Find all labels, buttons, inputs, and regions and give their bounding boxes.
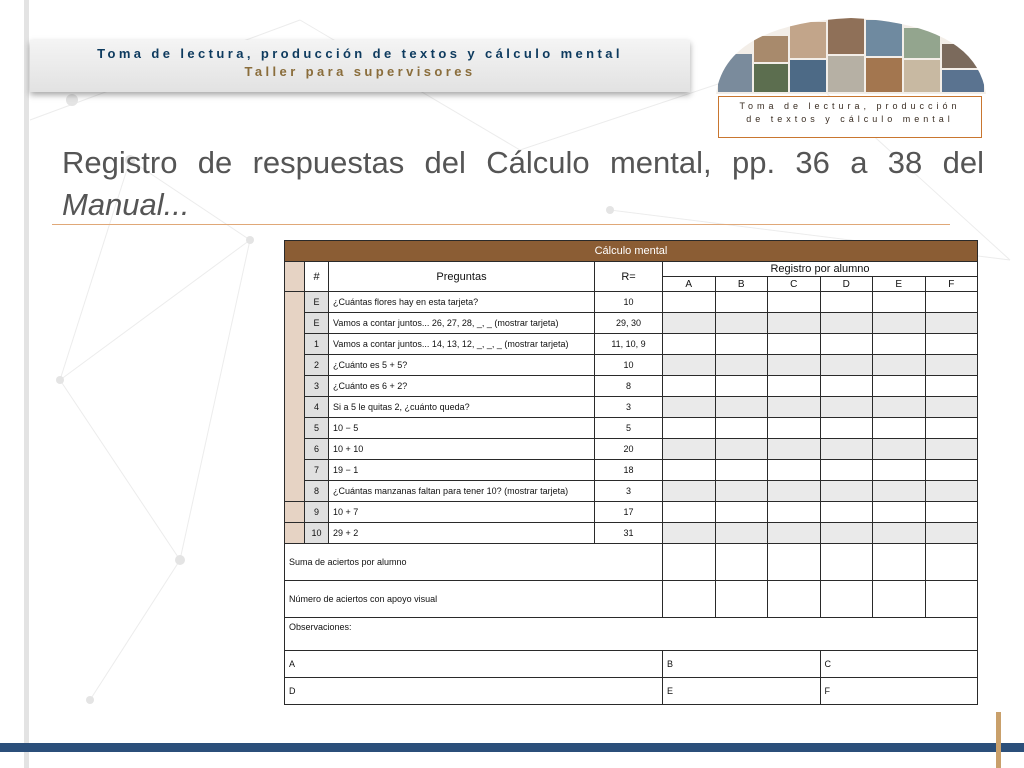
student-record-cell[interactable] <box>873 334 926 355</box>
student-record-cell[interactable] <box>768 313 821 334</box>
question-text: Vamos a contar juntos... 14, 13, 12, _, _, _ (mostrar tarjeta) <box>329 334 595 355</box>
student-record-cell[interactable] <box>925 439 978 460</box>
question-number: 5 <box>305 418 329 439</box>
student-col-header: C <box>768 277 821 292</box>
question-text: Vamos a contar juntos... 26, 27, 28, _, _ (mostrar tarjeta) <box>329 313 595 334</box>
visual-support-row <box>285 581 978 618</box>
student-record-cell[interactable] <box>715 313 768 334</box>
program-logo <box>716 14 986 128</box>
student-record-cell[interactable] <box>663 418 716 439</box>
student-record-cell[interactable] <box>663 523 716 544</box>
mental-calc-table <box>284 240 978 705</box>
sum-row-label: Suma de aciertos por alumno <box>285 544 663 581</box>
student-record-cell[interactable] <box>768 481 821 502</box>
student-record-cell[interactable] <box>820 376 873 397</box>
table-row <box>285 334 978 355</box>
expected-answer: 17 <box>595 502 663 523</box>
student-record-cell[interactable] <box>768 523 821 544</box>
expected-answer: 10 <box>595 292 663 313</box>
question-text: Si a 5 le quitas 2, ¿cuánto queda? <box>329 397 595 418</box>
student-record-cell[interactable] <box>715 376 768 397</box>
question-text: 10 + 7 <box>329 502 595 523</box>
grade-header-cell <box>285 262 305 292</box>
header-subtitle: Taller para supervisores <box>244 64 476 79</box>
expected-answer: 3 <box>595 397 663 418</box>
sum-row <box>285 544 978 581</box>
student-record-cell[interactable] <box>873 523 926 544</box>
student-total-cell[interactable] <box>873 581 926 618</box>
student-record-cell[interactable] <box>820 439 873 460</box>
expected-answer: 10 <box>595 355 663 376</box>
question-text: 19 − 1 <box>329 460 595 481</box>
student-total-cell[interactable] <box>820 544 873 581</box>
student-record-cell[interactable] <box>663 481 716 502</box>
student-record-cell[interactable] <box>925 418 978 439</box>
student-total-cell[interactable] <box>925 544 978 581</box>
table-row <box>285 355 978 376</box>
table-row <box>285 502 978 523</box>
student-col-header: B <box>715 277 768 292</box>
student-record-cell[interactable] <box>663 397 716 418</box>
expected-answer: 11, 10, 9 <box>595 334 663 355</box>
grade-label-cell <box>285 292 305 502</box>
student-total-cell[interactable] <box>925 581 978 618</box>
observation-cell[interactable]: F <box>820 678 978 705</box>
student-total-cell[interactable] <box>873 544 926 581</box>
student-record-cell[interactable] <box>820 481 873 502</box>
student-record-cell[interactable] <box>873 313 926 334</box>
student-record-cell[interactable] <box>820 334 873 355</box>
student-record-cell[interactable] <box>663 292 716 313</box>
expected-answer: 18 <box>595 460 663 481</box>
student-total-cell[interactable] <box>663 581 716 618</box>
student-record-cell[interactable] <box>663 334 716 355</box>
student-record-cell[interactable] <box>715 355 768 376</box>
header-title: Toma de lectura, producción de textos y cálculo mental <box>97 46 623 61</box>
student-record-cell[interactable] <box>873 460 926 481</box>
student-record-cell[interactable] <box>873 355 926 376</box>
visual-support-row-label: Número de aciertos con apoyo visual <box>285 581 663 618</box>
student-record-cell[interactable] <box>663 439 716 460</box>
student-record-cell[interactable] <box>820 460 873 481</box>
table-row <box>285 418 978 439</box>
student-record-cell[interactable] <box>873 502 926 523</box>
student-record-cell[interactable] <box>925 313 978 334</box>
student-record-cell[interactable] <box>873 397 926 418</box>
student-record-cell[interactable] <box>925 334 978 355</box>
table-row <box>285 523 978 544</box>
observation-cell[interactable]: B <box>663 651 821 678</box>
question-number: 2 <box>305 355 329 376</box>
left-accent-rule <box>24 0 29 768</box>
student-record-cell[interactable] <box>873 292 926 313</box>
table-row <box>285 397 978 418</box>
observation-grid-row <box>285 678 978 705</box>
student-total-cell[interactable] <box>768 544 821 581</box>
student-total-cell[interactable] <box>663 544 716 581</box>
student-record-cell[interactable] <box>715 292 768 313</box>
student-record-cell[interactable] <box>925 523 978 544</box>
expected-answer: 5 <box>595 418 663 439</box>
student-record-cell[interactable] <box>663 376 716 397</box>
observation-cell[interactable]: A <box>285 651 663 678</box>
question-number: 3 <box>305 376 329 397</box>
question-text: ¿Cuántas flores hay en esta tarjeta? <box>329 292 595 313</box>
question-number: 1 <box>305 334 329 355</box>
student-record-cell[interactable] <box>768 502 821 523</box>
student-record-cell[interactable] <box>663 502 716 523</box>
student-record-cell[interactable] <box>820 418 873 439</box>
student-record-cell[interactable] <box>873 376 926 397</box>
question-text: ¿Cuánto es 5 + 5? <box>329 355 595 376</box>
table-row <box>285 439 978 460</box>
question-number: 6 <box>305 439 329 460</box>
student-total-cell[interactable] <box>820 581 873 618</box>
observation-cell[interactable]: D <box>285 678 663 705</box>
observation-grid-row <box>285 651 978 678</box>
student-record-cell[interactable] <box>768 292 821 313</box>
table-row <box>285 313 978 334</box>
footer-bar <box>0 743 1024 752</box>
student-record-cell[interactable] <box>663 313 716 334</box>
side-cell <box>285 523 305 544</box>
student-record-cell[interactable] <box>663 460 716 481</box>
slide-title: Registro de respuestas del Cálculo mental, pp. 36 a 38 del Manual... <box>62 145 984 222</box>
observation-cell[interactable]: C <box>820 651 978 678</box>
student-record-cell[interactable] <box>715 481 768 502</box>
student-record-cell[interactable] <box>873 481 926 502</box>
observation-cell[interactable]: E <box>663 678 821 705</box>
question-number: 8 <box>305 481 329 502</box>
student-record-cell[interactable] <box>663 355 716 376</box>
student-record-cell[interactable] <box>925 397 978 418</box>
question-number: E <box>305 292 329 313</box>
observations-label: Observaciones: <box>285 618 978 651</box>
side-cell <box>285 502 305 523</box>
col-questions-header: Preguntas <box>329 262 595 292</box>
student-record-cell[interactable] <box>715 334 768 355</box>
student-record-cell[interactable] <box>925 502 978 523</box>
table-title: Cálculo mental <box>285 241 978 262</box>
question-number: 10 <box>305 523 329 544</box>
student-col-header: E <box>873 277 926 292</box>
question-text: ¿Cuánto es 6 + 2? <box>329 376 595 397</box>
record-table <box>284 240 978 705</box>
student-record-cell[interactable] <box>768 418 821 439</box>
student-record-cell[interactable] <box>768 439 821 460</box>
student-record-cell[interactable] <box>715 502 768 523</box>
student-record-cell[interactable] <box>925 481 978 502</box>
student-record-cell[interactable] <box>715 523 768 544</box>
student-record-cell[interactable] <box>768 397 821 418</box>
title-underline <box>52 224 950 225</box>
col-answer-header: R= <box>595 262 663 292</box>
col-num-header: # <box>305 262 329 292</box>
expected-answer: 20 <box>595 439 663 460</box>
student-record-cell[interactable] <box>925 460 978 481</box>
student-record-cell[interactable] <box>820 397 873 418</box>
question-text: 29 + 2 <box>329 523 595 544</box>
student-record-cell[interactable] <box>820 292 873 313</box>
student-record-cell[interactable] <box>925 376 978 397</box>
col-record-header: Registro por alumno <box>663 262 978 277</box>
question-text: ¿Cuántas manzanas faltan para tener 10? (mostrar tarjeta) <box>329 481 595 502</box>
expected-answer: 8 <box>595 376 663 397</box>
table-row <box>285 376 978 397</box>
student-record-cell[interactable] <box>715 397 768 418</box>
student-col-header: D <box>820 277 873 292</box>
student-record-cell[interactable] <box>715 418 768 439</box>
student-record-cell[interactable] <box>925 292 978 313</box>
table-row <box>285 481 978 502</box>
student-total-cell[interactable] <box>715 581 768 618</box>
question-text: 10 − 5 <box>329 418 595 439</box>
table-row <box>285 292 978 313</box>
question-number: E <box>305 313 329 334</box>
student-total-cell[interactable] <box>768 581 821 618</box>
question-text: 10 + 10 <box>329 439 595 460</box>
question-number: 4 <box>305 397 329 418</box>
student-record-cell[interactable] <box>820 523 873 544</box>
table-row <box>285 460 978 481</box>
question-number: 9 <box>305 502 329 523</box>
student-record-cell[interactable] <box>820 313 873 334</box>
expected-answer: 31 <box>595 523 663 544</box>
student-record-cell[interactable] <box>768 355 821 376</box>
student-col-header: F <box>925 277 978 292</box>
logo-caption: Toma de lectura, producción de textos y cálculo mental <box>718 96 982 138</box>
student-record-cell[interactable] <box>820 355 873 376</box>
observations-row <box>285 618 978 651</box>
expected-answer: 3 <box>595 481 663 502</box>
student-record-cell[interactable] <box>768 376 821 397</box>
student-record-cell[interactable] <box>820 502 873 523</box>
logo-photo-collage <box>716 14 986 94</box>
student-record-cell[interactable] <box>715 460 768 481</box>
expected-answer: 29, 30 <box>595 313 663 334</box>
student-record-cell[interactable] <box>768 334 821 355</box>
student-total-cell[interactable] <box>715 544 768 581</box>
student-record-cell[interactable] <box>768 460 821 481</box>
student-record-cell[interactable] <box>873 418 926 439</box>
student-record-cell[interactable] <box>873 439 926 460</box>
student-record-cell[interactable] <box>715 439 768 460</box>
question-number: 7 <box>305 460 329 481</box>
student-col-header: A <box>663 277 716 292</box>
footer-accent <box>996 712 1001 768</box>
student-record-cell[interactable] <box>925 355 978 376</box>
header-banner <box>30 40 690 92</box>
